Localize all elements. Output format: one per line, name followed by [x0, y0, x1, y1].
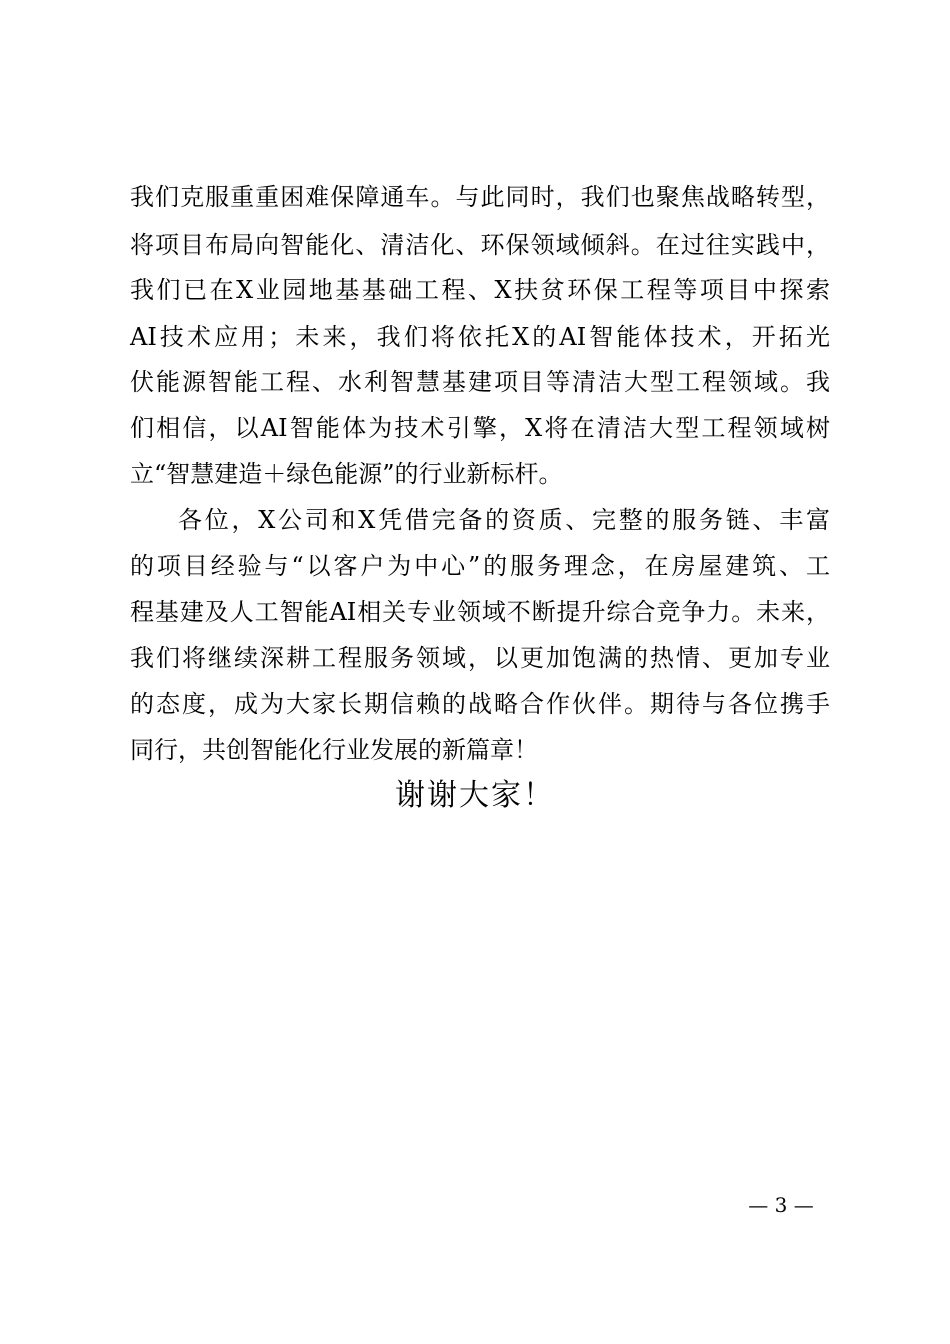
- text-line: 的态度，成为大家长期信赖的战略合作伙伴。期待与各位携手: [130, 690, 830, 718]
- text-line: 我们克服重重困难保障通车。与此同时，我们也聚焦战略转型，: [130, 183, 830, 211]
- text-line: 将项目布局向智能化、清洁化、环保领域倾斜。在过往实践中，: [130, 231, 830, 259]
- page-number: — 3 —: [748, 1193, 814, 1217]
- text-line: 各位，X公司和X凭借完备的资质、完整的服务链、丰富: [178, 506, 830, 534]
- text-line: 们相信，以AI智能体为技术引擎，X将在清洁大型工程领域树: [130, 414, 830, 442]
- closing-thanks: 谢谢大家！: [395, 778, 555, 813]
- text-line: 我们将继续深耕工程服务领域，以更加饱满的热情、更加专业: [130, 644, 830, 672]
- text-line: 立“智慧建造＋绿色能源”的行业新标杆。: [130, 460, 563, 488]
- text-line: 同行，共创智能化行业发展的新篇章！: [130, 736, 538, 764]
- text-line: 伏能源智能工程、水利智慧基建项目等清洁大型工程领域。我: [130, 368, 830, 396]
- text-line: AI技术应用；未来，我们将依托X的AI智能体技术，开拓光: [130, 323, 830, 351]
- text-line: 的项目经验与“以客户为中心”的服务理念，在房屋建筑、工: [130, 552, 830, 580]
- text-line: 程基建及人工智能AI相关专业领域不断提升综合竞争力。未来，: [130, 598, 830, 626]
- text-line: 我们已在X业园地基基础工程、X扶贫环保工程等项目中探索: [130, 276, 830, 304]
